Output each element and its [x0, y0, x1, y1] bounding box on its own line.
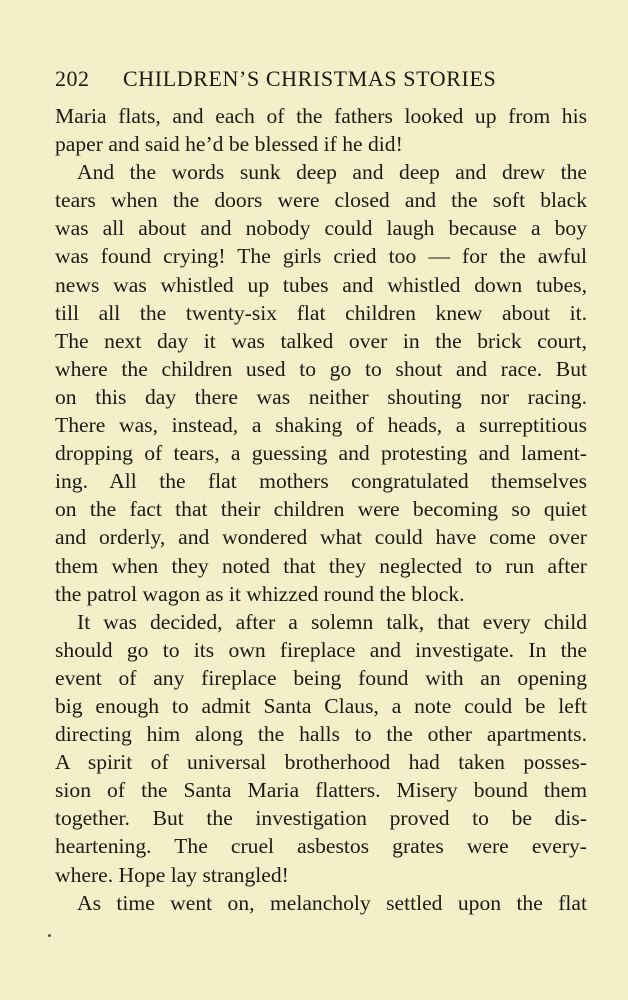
text-line: The next day it was talked over in the brick court,	[55, 328, 587, 353]
text-line: them when they noted that they neglected to run after	[55, 553, 587, 578]
text-line: on this day there was neither shouting nor racing.	[55, 384, 587, 409]
text-line: event of any fireplace being found with an opening	[55, 665, 587, 690]
text-line: was all about and nobody could laugh because a boy	[55, 216, 587, 241]
print-speck	[48, 934, 51, 937]
running-head	[55, 62, 585, 96]
text-line: tears when the doors were closed and the soft black	[55, 188, 587, 213]
page-number: 202	[55, 66, 90, 91]
paragraph-first-line: It was decided, after a solemn talk, that every child	[77, 609, 587, 634]
text-line: till all the twenty-six flat children knew about it.	[55, 300, 587, 325]
text-line: ing. All the flat mothers congratulated themselves	[55, 469, 587, 494]
paragraph-first-line: As time went on, melancholy settled upon the flat	[77, 890, 587, 915]
text-line: the patrol wagon as it whizzed round the block.	[55, 581, 465, 606]
paragraph-first-line: And the words sunk deep and deep and drew the	[77, 160, 587, 185]
book-title: CHILDREN’S CHRISTMAS STORIES	[123, 66, 497, 91]
text-line: news was whistled up tubes and whistled down tubes,	[55, 272, 587, 297]
text-line: dropping of tears, a guessing and protesting and lament-	[55, 441, 587, 466]
text-line: was found crying! The girls cried too — for the awful	[55, 244, 587, 269]
body-text	[55, 102, 587, 917]
text-line: where the children used to go to shout and race. But	[55, 356, 587, 381]
text-line: directing him along the halls to the other apartments.	[55, 722, 587, 747]
text-line: big enough to admit Santa Claus, a note could be left	[55, 693, 587, 718]
text-line: There was, instead, a shaking of heads, a surreptitious	[55, 413, 587, 438]
text-line: and orderly, and wondered what could have come over	[55, 525, 587, 550]
text-line: should go to its own fireplace and investigate. In the	[55, 637, 587, 662]
text-line: on the fact that their children were becoming so quiet	[55, 497, 587, 522]
text-line: together. But the investigation proved to be dis-	[55, 806, 587, 831]
text-line: Maria flats, and each of the fathers looked up from his	[55, 104, 587, 128]
text-line: paper and said he’d be blessed if he did!	[55, 132, 403, 157]
text-line: A spirit of universal brotherhood had taken posses-	[55, 750, 587, 775]
text-line: heartening. The cruel asbestos grates were every-	[55, 834, 587, 859]
text-line: where. Hope lay strangled!	[55, 862, 289, 887]
text-line: sion of the Santa Maria flatters. Misery bound them	[55, 778, 587, 803]
